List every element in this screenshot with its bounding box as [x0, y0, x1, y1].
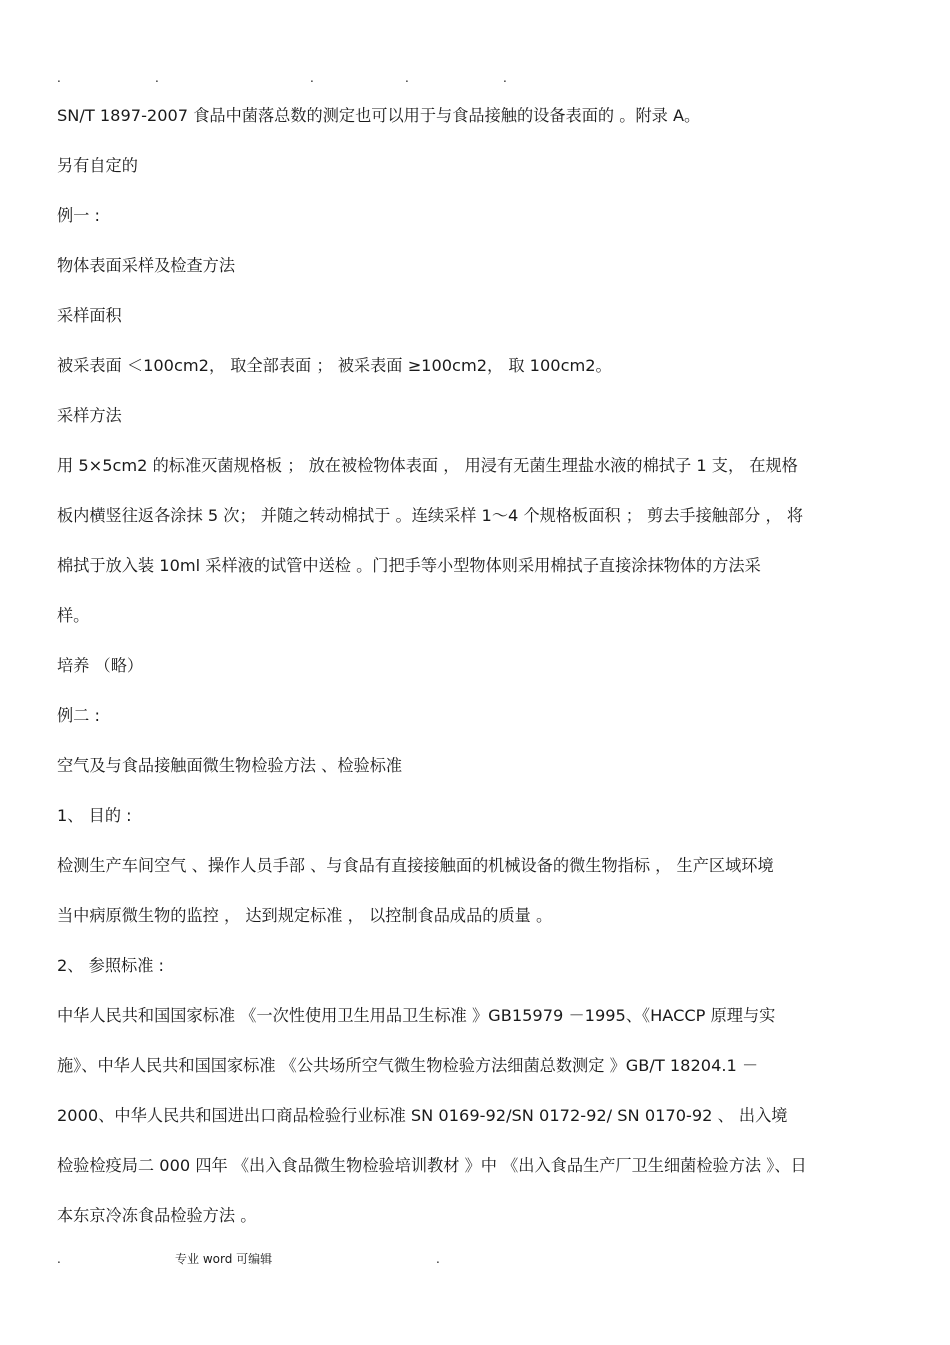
text-line: 例二 :	[57, 706, 100, 725]
text-line: 培养 （略）	[57, 656, 144, 675]
section-title: 空气及与食品接触面微生物检验方法 、检验标准	[57, 756, 403, 775]
header-dot: .	[57, 71, 61, 85]
text-line: 板内横竖往返各涂抹 5 次； 并随之转动棉拭于 。连续采样 1～4 个规格板面积 ； 剪去手接触部分 ， 将	[57, 506, 804, 525]
header-dot: .	[405, 71, 409, 85]
text-line: 2000、中华人民共和国进出口商品检验行业标准 SN 0169-92/SN 0172-92/ SN 0170-92 、 出入境	[57, 1106, 788, 1125]
header-dot: .	[310, 71, 314, 85]
text-line: 检测生产车间空气 、操作人员手部 、与食品有直接接触面的机械设备的微生物指标 ， 生产区域环境	[57, 856, 774, 875]
text-line: 施》、中华人民共和国国家标准 《公共场所空气微生物检验方法细菌总数测定 》GB/T 18204.1 －	[57, 1056, 759, 1075]
text-line: 检验检疫局二 000 四年 《出入食品微生物检验培训教材 》中 《出入食品生产厂卫生细菌检验方法 》、日	[57, 1156, 807, 1175]
section-title: 物体表面采样及检查方法	[57, 256, 236, 275]
text-line: SN/T 1897-2007 食品中菌落总数的测定也可以用于与食品接触的设备表面的 。附录 A。	[57, 106, 701, 125]
text-line: 例一 :	[57, 206, 100, 225]
text-line: 1、 目的 :	[57, 806, 132, 825]
document-body	[57, 96, 895, 1246]
text-line: 另有自定的	[57, 156, 138, 175]
footer-label: 专业 word 可编辑	[175, 1252, 273, 1266]
text-line: 中华人民共和国国家标准 《一次性使用卫生用品卫生标准 》GB15979 －1995、《HACCP 原理与实	[57, 1006, 776, 1025]
footer-dot-left: .	[57, 1252, 61, 1266]
header-dots	[0, 68, 950, 88]
footer-dot-right: .	[436, 1252, 440, 1266]
text-line: 2、 参照标准 :	[57, 956, 164, 975]
text-line: 采样面积	[57, 306, 122, 325]
header-dot: .	[503, 71, 507, 85]
text-line: 本东京冷冻食品检验方法 。	[57, 1206, 257, 1225]
text-line: 采样方法	[57, 406, 122, 425]
text-line: 样。	[57, 606, 90, 625]
page-footer	[0, 1248, 950, 1270]
header-dot: .	[155, 71, 159, 85]
text-line: 被采表面 ＜100cm2， 取全部表面 ； 被采表面 ≥100cm2， 取 100cm2。	[57, 356, 612, 375]
text-line: 当中病原微生物的监控 ， 达到规定标准 ， 以控制食品成品的质量 。	[57, 906, 553, 925]
text-line: 棉拭于放入装 10ml 采样液的试管中送检 。门把手等小型物体则采用棉拭子直接涂抹物体的方法采	[57, 556, 761, 575]
text-line: 用 5×5cm2 的标准灭菌规格板 ； 放在被检物体表面 ， 用浸有无菌生理盐水液的棉拭子 1 支， 在规格	[57, 456, 798, 475]
